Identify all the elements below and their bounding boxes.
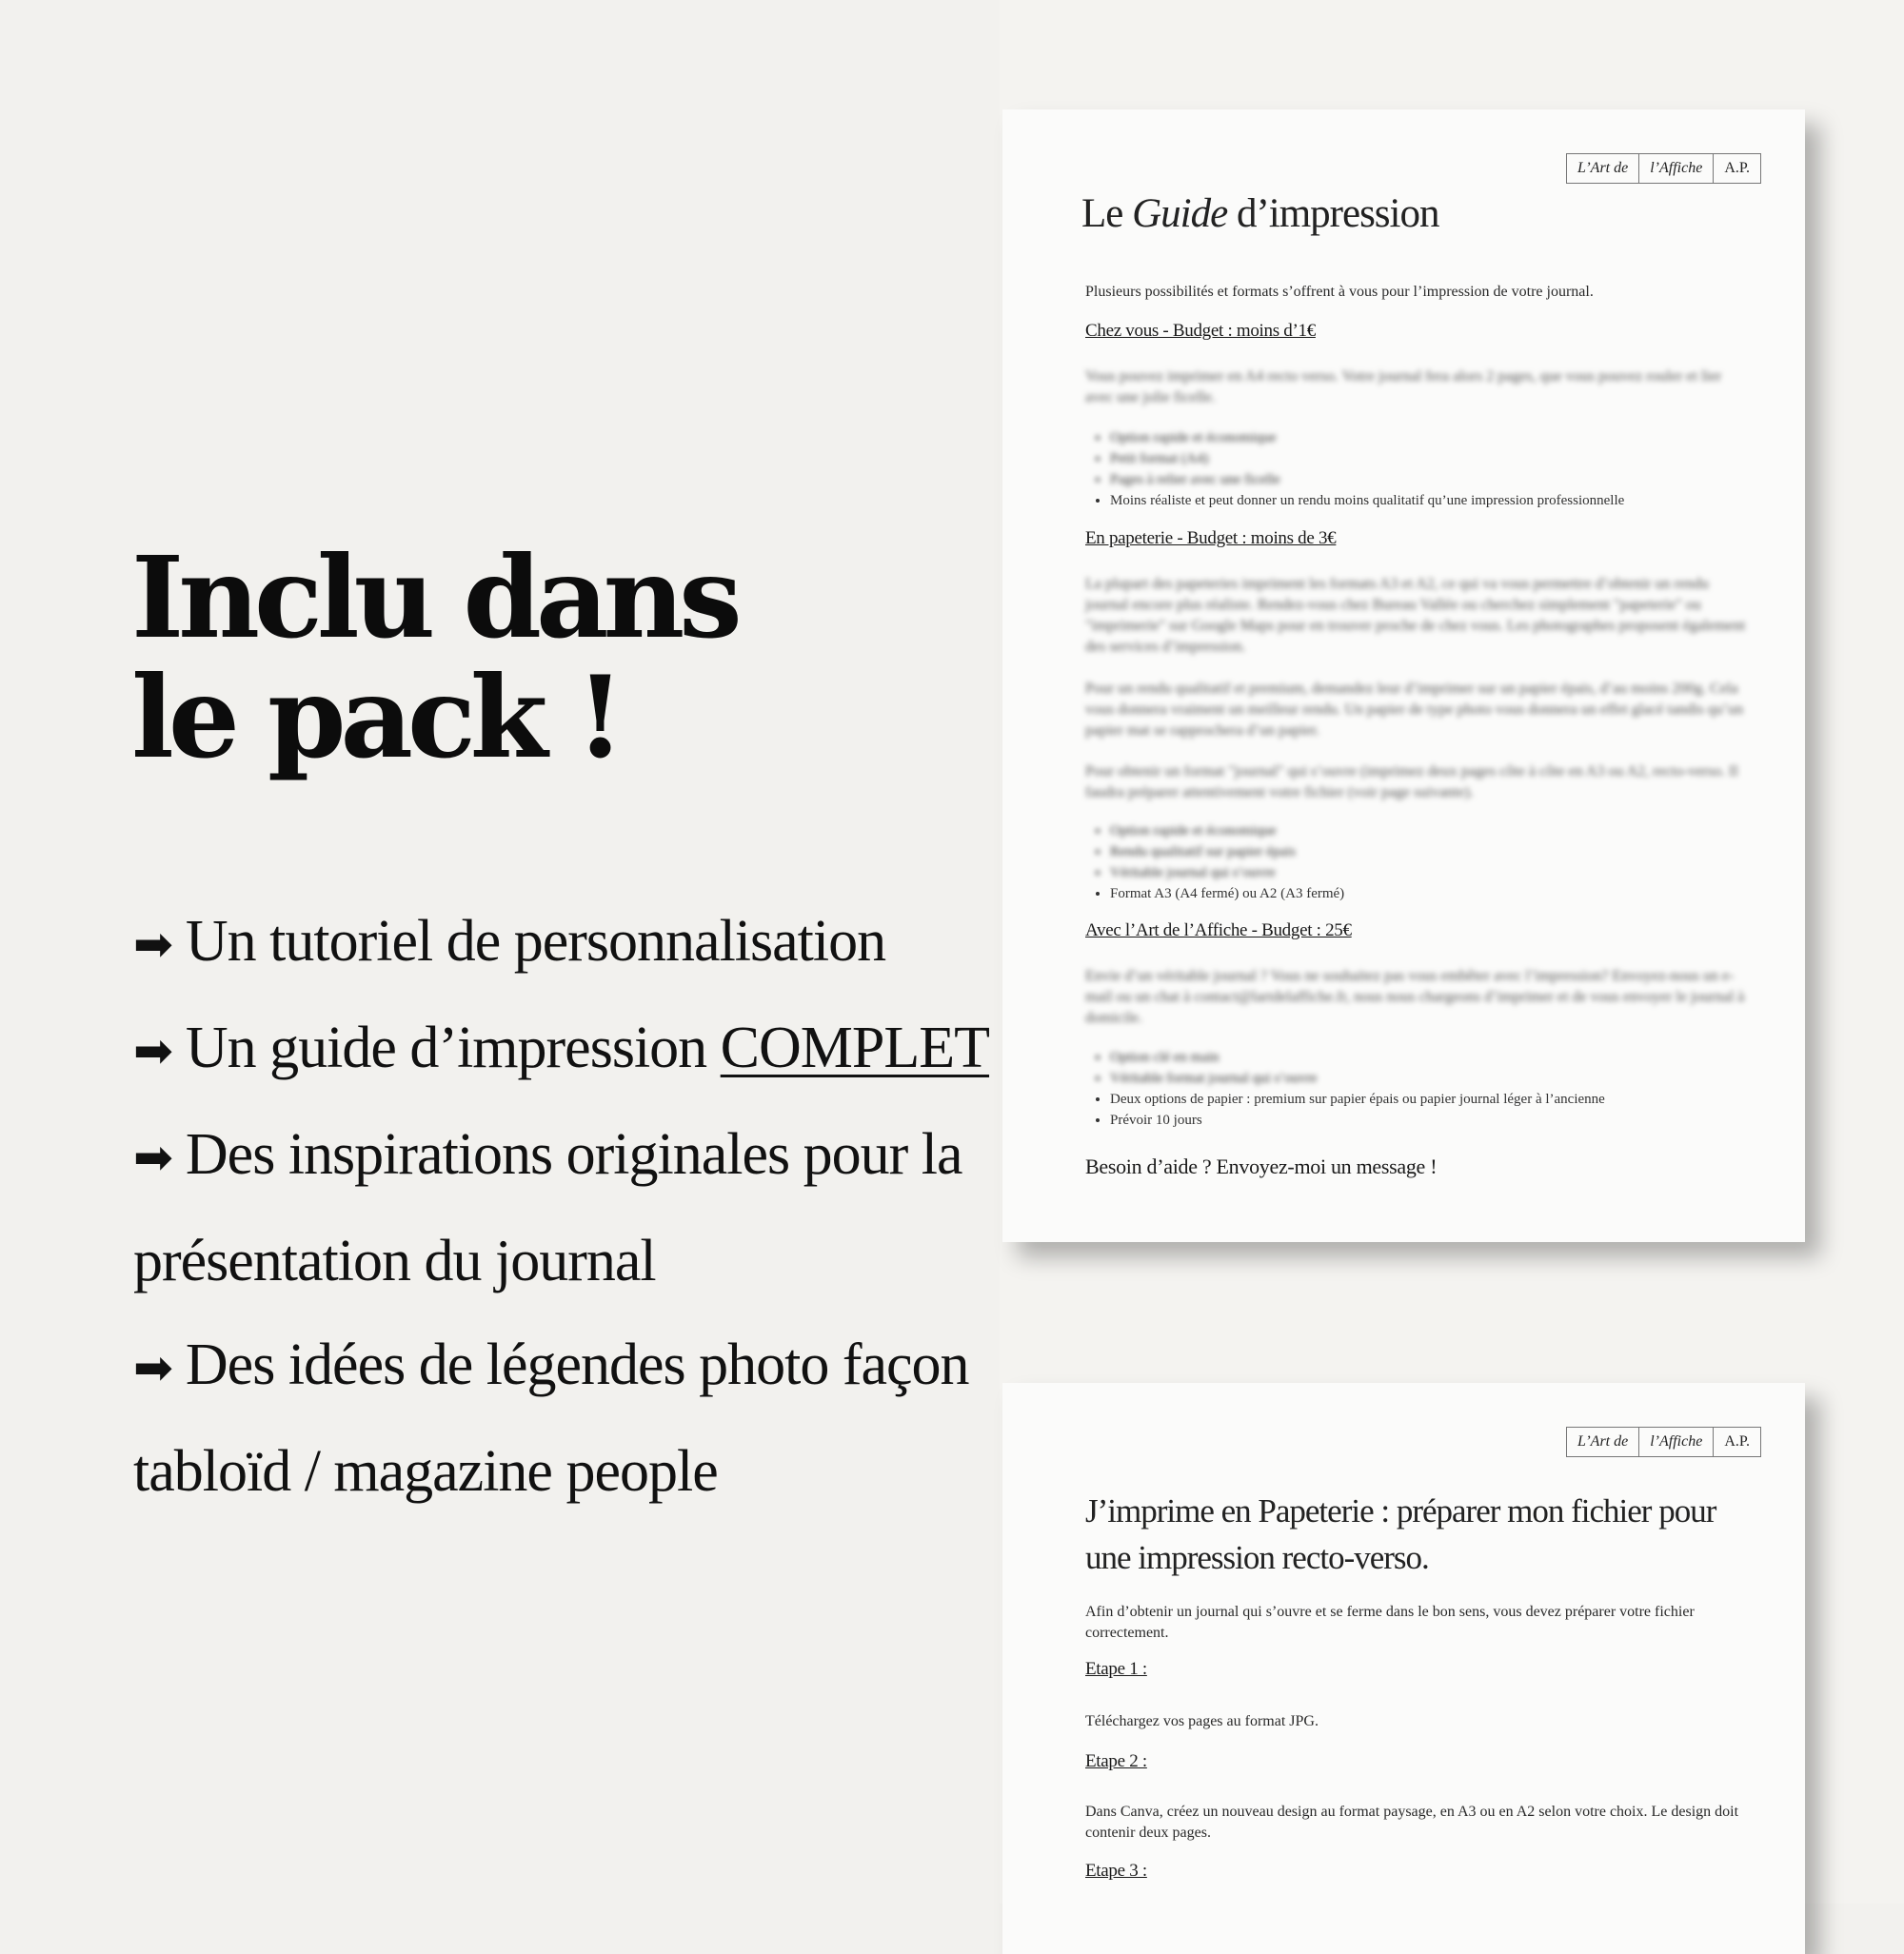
step-heading: Etape 2 :	[1085, 1751, 1147, 1771]
file-preparation-page	[1002, 1383, 1805, 1954]
arrow-right-icon: ➡	[133, 917, 172, 972]
list-item: • Pages à relier avec une ficelle	[1110, 469, 1776, 490]
section-paragraph: Pour un rendu qualitatif et premium, demandez leur d’imprimer sur un papier épais, d’au moins 200g. Cela vous donnera vraiment un meilleur rendu. Un papier de type photo vous donnera un effet glacé tandis qu’un papier mat se rapprochera d’un papier.	[1085, 681, 1744, 739]
logo-part: l’Affiche	[1639, 154, 1714, 183]
feature-text: Un tutoriel de personnalisation	[185, 909, 886, 974]
arrow-right-icon: ➡	[133, 1023, 172, 1078]
logo-part: L’Art de	[1567, 154, 1639, 183]
closing-text: Besoin d’aide ? Envoyez-moi un message !	[1085, 1155, 1438, 1178]
intro-text: Afin d’obtenir un journal qui s’ouvre et se ferme dans le bon sens, vous devez préparer votre fichier correctement.	[1085, 1604, 1695, 1641]
section-heading: Avec l’Art de l’Affiche - Budget : 25€	[1085, 920, 1352, 940]
bullet-list	[1085, 1047, 1776, 1131]
section-paragraph: Pour obtenir un format "journal" qui s’ouvre (imprimez deux pages côte à côte en A3 ou A2, recto-verso. Il faudra préparer attentivement votre fichier (voir page suivante).	[1085, 763, 1738, 800]
list-item: • Véritable journal qui s’ouvre	[1110, 862, 1776, 883]
feature-emphasis: COMPLET	[720, 1016, 990, 1080]
bullet-list	[1085, 820, 1776, 904]
headline-line-1: Inclu dans	[131, 531, 737, 663]
section-paragraph: Vous pouvez imprimer en A4 recto verso. Votre journal fera alors 2 pages, que vous pouvez rouler et lier avec une jolie ficelle.	[1085, 368, 1722, 405]
section-paragraph: Envie d’un véritable journal ? Vous ne souhaitez pas vous embêter avec l’impression? Envoyez-nous un e-mail ou un chat à contact@lartdelaffiche.fr, nous nous chargeons d’imprimer et de vous envoyer le journal à domicile.	[1085, 968, 1745, 1026]
feature-item	[133, 1103, 990, 1313]
feature-list	[133, 890, 990, 1524]
step-heading: Etape 1 :	[1085, 1659, 1147, 1679]
step-heading: Etape 3 :	[1085, 1861, 1147, 1881]
page-title: J’imprime en Papeterie : préparer mon fichier pour une impression recto-verso.	[1085, 1492, 1716, 1576]
bullet-list	[1085, 427, 1776, 511]
arrow-right-icon: ➡	[133, 1340, 172, 1395]
logo-part: l’Affiche	[1639, 1428, 1714, 1456]
list-item: • Petit format (A4)	[1110, 448, 1776, 469]
list-item: • Format A3 (A4 fermé) ou A2 (A3 fermé)	[1110, 883, 1776, 904]
list-item: • Rendu qualitatif sur papier épais	[1110, 841, 1776, 862]
list-item: • Moins réaliste et peut donner un rendu moins qualitatif qu’une impression professionnelle	[1110, 490, 1776, 511]
list-item: • Deux options de papier : premium sur papier épais ou papier journal léger à l’ancienne	[1110, 1089, 1776, 1110]
feature-item	[133, 1313, 990, 1524]
headline	[131, 531, 737, 783]
section-heading: En papeterie - Budget : moins de 3€	[1085, 528, 1337, 548]
feature-item	[133, 997, 990, 1103]
print-guide-page	[1002, 109, 1805, 1242]
feature-text: Des inspirations originales pour la présentation du journal	[133, 1122, 962, 1293]
intro-text: Plusieurs possibilités et formats s’offrent à vous pour l’impression de votre journal.	[1085, 284, 1594, 300]
logo-part: A.P.	[1724, 160, 1750, 176]
step-text: Dans Canva, créez un nouveau design au format paysage, en A3 ou en A2 selon votre choix. Le design doit contenir deux pages.	[1085, 1804, 1739, 1841]
list-item: • Véritable format journal qui s’ouvre	[1110, 1068, 1776, 1089]
step-text: Téléchargez vos pages au format JPG.	[1085, 1713, 1319, 1729]
feature-item	[133, 890, 990, 997]
logo-part: A.P.	[1724, 1433, 1750, 1450]
feature-text: Des idées de légendes photo façon tabloïd / magazine people	[133, 1332, 969, 1504]
page-title: Le Guide d’impression	[1081, 191, 1439, 236]
headline-line-2: le pack !	[131, 651, 620, 783]
feature-text: Un guide d’impression	[185, 1016, 721, 1080]
list-item: • Option clé en main	[1110, 1047, 1776, 1068]
section-heading: Chez vous - Budget : moins d’1€	[1085, 321, 1316, 341]
brand-logo	[1566, 153, 1761, 184]
list-item: • Option rapide et économique	[1110, 427, 1776, 448]
section-paragraph: La plupart des papeteries impriment les formats A3 et A2, ce qui va vous permettre d’obtenir un rendu journal encore plus réaliste. Rendez-vous chez Bureau Vallée ou cherchez simplement "papeterie" ou "imprimerie" sur Google Maps pour en trouver proche de chez vous. Les photographes proposent également des services d’impression.	[1085, 576, 1746, 655]
arrow-right-icon: ➡	[133, 1130, 172, 1185]
logo-part: L’Art de	[1567, 1428, 1639, 1456]
list-item: • Option rapide et économique	[1110, 820, 1776, 841]
brand-logo	[1566, 1427, 1761, 1457]
list-item: • Prévoir 10 jours	[1110, 1110, 1776, 1131]
